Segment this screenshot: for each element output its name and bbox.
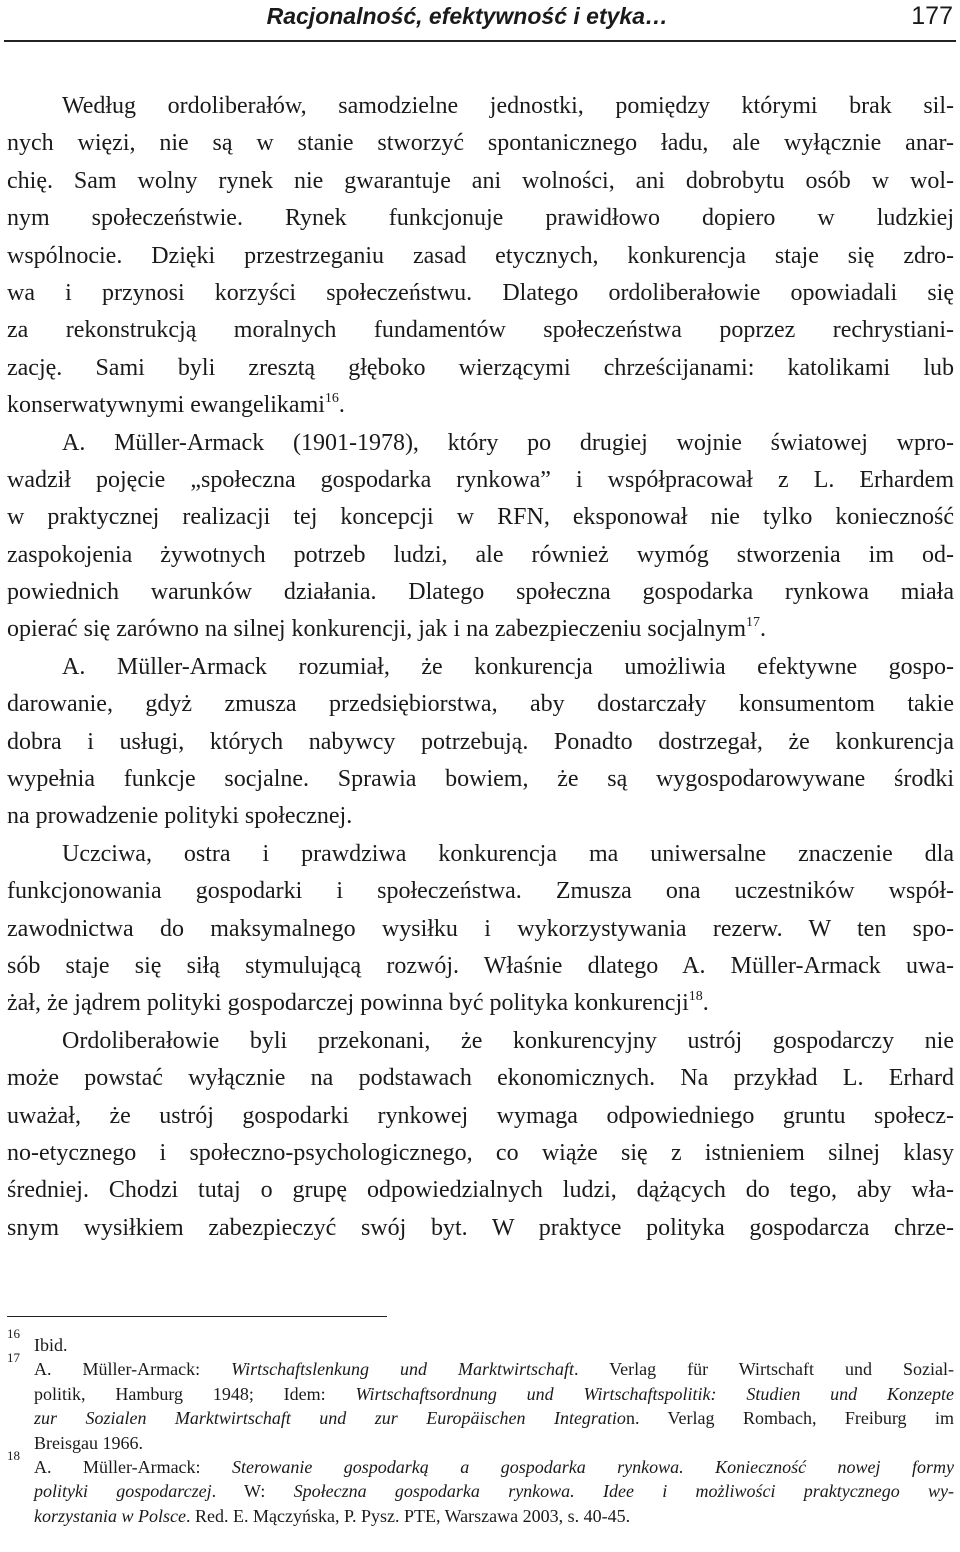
book-title: Sterowanie gospodarką a gospodarka rynkowa. Konieczność nowej formy (232, 1456, 954, 1477)
footnote-segment: A. Müller-Armack: (34, 1456, 233, 1477)
footnote-segment: . Verlag für Wirtschaft und Sozial- (574, 1359, 954, 1380)
text-segment: konserwatywnymi ewangelikami (7, 392, 325, 419)
paragraph (7, 88, 954, 425)
text-line: darowanie, gdyż zmusza przedsiębiorstwa, aby dostarczały konsumentom takie (7, 691, 954, 718)
footnote-segment: n. Verlag Rombach, Freiburg im (625, 1408, 954, 1429)
footnote-segment: politik, Hamburg 1948; Idem: (34, 1383, 356, 1404)
text-line: uważał, że ustrój gospodarki rynkowej wymaga odpowiedniego gruntu społecz- (7, 1102, 954, 1129)
text-line (7, 985, 954, 1022)
footnote-line (34, 1357, 954, 1381)
footnote-segment: . Red. E. Mączyńska, P. Pysz. PTE, Warszawa 2003, s. 40-45. (185, 1505, 631, 1526)
body-text (7, 88, 954, 1247)
text-line: zację. Sami byli zresztą głęboko wierzącymi chrześcijanami: katolikami lub (7, 354, 954, 381)
page-number: 177 (911, 2, 953, 30)
book-title: Społeczna gospodarka rynkowa. Idee i możliwości praktycznego wy- (293, 1481, 955, 1502)
book-title: zur Sozialen Marktwirtschaft und zur Europäischen Integratio (34, 1408, 626, 1429)
text-line: sób staje się siłą stymulującą rozwój. Właśnie dlatego A. Müller-Armack uwa- (7, 952, 954, 979)
text-line: powiednich warunków działania. Dlatego społeczna gospodarka rynkowa miała (7, 579, 954, 606)
period: . (702, 990, 709, 1017)
text-line: wypełnia funkcje socjalne. Sprawia bowiem, że są wygospodarowywane środki (7, 766, 954, 793)
footnote-line (34, 1406, 954, 1430)
paragraph (7, 425, 954, 649)
footnote-17 (7, 1350, 954, 1455)
footnotes (7, 1326, 955, 1528)
book-title: polityki gospodarczej (34, 1481, 212, 1502)
footnote-line (34, 1479, 954, 1503)
page-header (0, 0, 960, 44)
footnote-line: Ibid. (34, 1335, 68, 1355)
text-line: wa i przynosi korzyści społeczeństwu. Dlatego ordoliberałowie opowiadali się (7, 279, 954, 306)
text-line: chię. Sam wolny rynek nie gwarantuje ani wolności, ani dobrobytu osób w wol- (7, 167, 954, 194)
book-title: korzystania w Polsce (34, 1505, 186, 1526)
text-line: A. Müller-Armack rozumiał, że konkurencja umożliwia efektywne gospo- (62, 653, 954, 680)
text-line: no-etycznego i społeczno-psychologicznego, co wiąże się z istnieniem silnej klasy (7, 1139, 954, 1166)
footnote-segment: A. Müller-Armack: (34, 1359, 232, 1380)
text-line: wadził pojęcie „społeczna gospodarka rynkowa” i współpracował z L. Erhardem (7, 466, 954, 493)
paragraph (7, 649, 954, 836)
text-segment: opierać się zarówno na silnej konkurencji, jak i na zabezpieczeniu socjalnym (7, 616, 747, 643)
text-line: w praktycznej realizacji tej koncepcji w RFN, eksponował nie tylko konieczność (7, 504, 954, 531)
text-segment: żał, że jądrem polityki gospodarczej powinna być polityka konkurencji (7, 990, 689, 1017)
footnote-rule (7, 1316, 387, 1317)
footnote-mark: 16 (7, 1326, 20, 1341)
book-title: Wirtschaftsordnung und Wirtschaftspolitik: Studien und Konzepte (355, 1383, 954, 1404)
book-title: Wirtschaftslenkung und Marktwirtschaft (231, 1359, 575, 1380)
footnote-ref-18[interactable]: 18 (688, 989, 703, 1005)
footnote-ref-17[interactable]: 17 (746, 615, 761, 631)
text-line: średniej. Chodzi tutaj o grupę odpowiedzialnych ludzi, dążących do tego, aby wła- (7, 1177, 954, 1204)
footnote-line: Breisgau 1966. (34, 1432, 143, 1453)
text-line: Ordoliberałowie byli przekonani, że konkurencyjny ustrój gospodarczy nie (62, 1027, 954, 1054)
text-line: nych więzi, nie są w stanie stworzyć spontanicznego ładu, ale wyłącznie anar- (7, 130, 954, 157)
text-line: zawodnictwa do maksymalnego wysiłku i wykorzystywania rezerw. W ten spo- (7, 915, 954, 942)
text-line (7, 611, 954, 648)
footnote-line (34, 1382, 954, 1406)
text-line: snym wysiłkiem zabezpieczyć swój byt. W praktyce polityka gospodarcza chrze- (7, 1214, 954, 1241)
text-line: za rekonstrukcją moralnych fundamentów społeczeństwa poprzez rechrystiani- (7, 317, 954, 344)
footnote-segment: . W: (211, 1481, 294, 1502)
period: . (338, 392, 345, 419)
footnote-mark: 18 (7, 1447, 20, 1463)
text-line: zaspokojenia żywotnych potrzeb ludzi, ale również wymóg stworzenia im od- (7, 541, 954, 568)
text-line: wspólnocie. Dzięki przestrzeganiu zasad etycznych, konkurencja staje się zdro- (7, 242, 954, 269)
text-line: Uczciwa, ostra i prawdziwa konkurencja ma uniwersalne znaczenie dla (62, 840, 954, 867)
text-line: dobra i usługi, których nabywcy potrzebują. Ponadto dostrzegał, że konkurencja (7, 728, 954, 755)
footnote-ref-16[interactable]: 16 (324, 391, 339, 407)
text-line (7, 387, 954, 424)
text-line: funkcjonowania gospodarki i społeczeństwa. Zmusza ona uczestników współ- (7, 878, 954, 905)
running-title: Racjonalność, efektywność i etyka… (266, 3, 668, 29)
period: . (760, 616, 767, 643)
footnote-line (34, 1455, 954, 1479)
paragraph (7, 836, 954, 1023)
text-line: A. Müller-Armack (1901-1978), który po drugiej wojnie światowej wpro- (62, 429, 954, 456)
text-line: Według ordoliberałów, samodzielne jednostki, pomiędzy którymi brak sil- (62, 93, 954, 119)
footnote-line (34, 1504, 954, 1528)
footnote-mark: 17 (7, 1350, 20, 1366)
footnote-18 (7, 1447, 955, 1528)
paragraph (7, 1023, 954, 1247)
text-line: nym społeczeństwie. Rynek funkcjonuje prawidłowo dopiero w ludzkiej (7, 205, 954, 232)
text-line: na prowadzenie polityki społecznej. (7, 803, 353, 830)
footnote-16 (7, 1326, 954, 1357)
text-line: może powstać wyłącznie na podstawach ekonomicznych. Na przykład L. Erhard (7, 1065, 954, 1092)
header-rule (4, 40, 956, 42)
